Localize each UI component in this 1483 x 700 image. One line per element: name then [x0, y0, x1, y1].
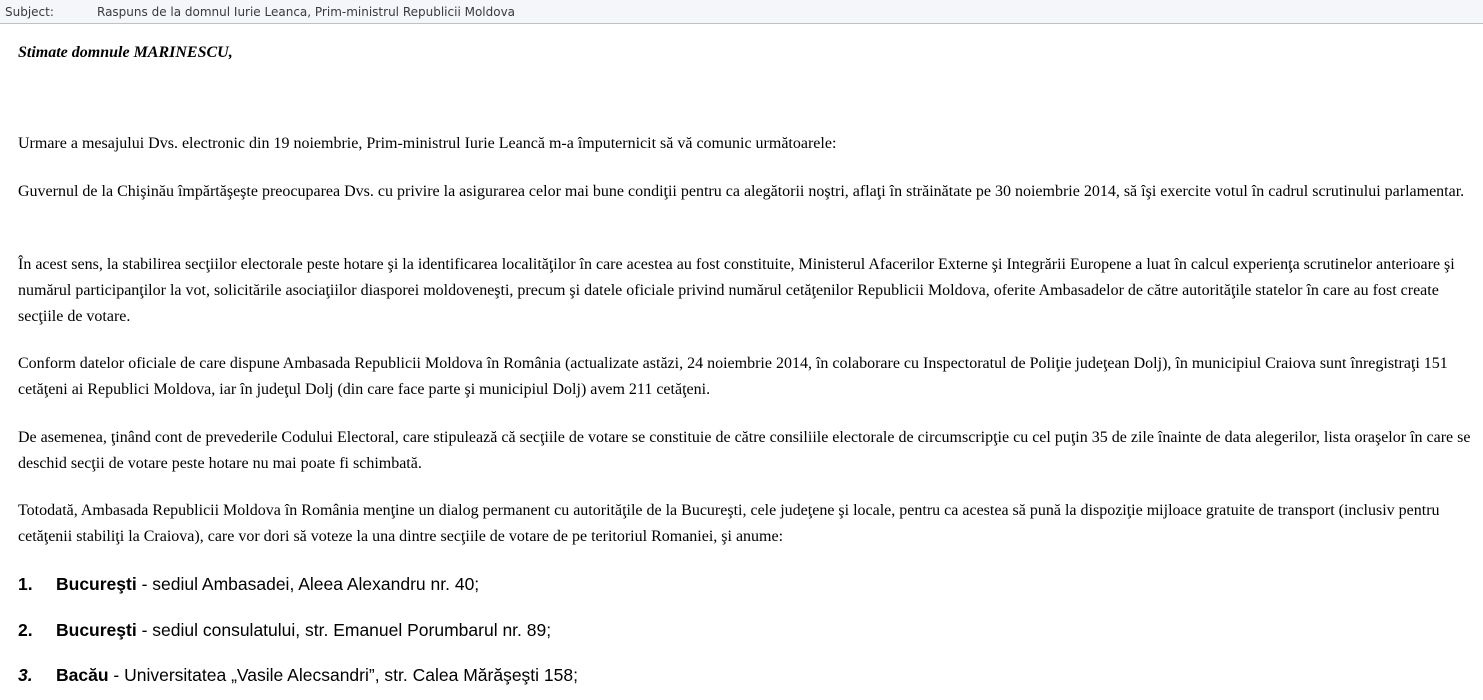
list-city: Bucureşti	[56, 620, 137, 640]
paragraph: În acest sens, la stabilirea secţiilor electorale peste hotare şi la identificarea localităţilor în care acestea au fost constituite, Ministerul Afacerilor Externe şi Integrării Europene a luat în calcul experienţa scrutinelor anterioare şi numărul participanţilor la vot, solicitările asociaţiilor diasporei moldoveneşti, precum şi datele oficiale privind numărul cetăţenilor Republicii Moldova, oferite Ambasadelor de către autorităţile statelor în care au fost create secţiile de votare.	[18, 256, 1455, 325]
paragraph: De asemenea, ţinând cont de prevederile Codului Electoral, care stipulează că secţiile de votare se constituie de către consiliile electorale de circumscripţie cu cel puţin 35 de zile înainte de data alegerilor, lista oraşelor în care se deschid secţii de votare peste hotare nu mai poate fi schimbată.	[18, 429, 1471, 472]
greeting: Stimate domnule MARINESCU,	[18, 44, 233, 61]
list-text: - sediul consulatului, str. Emanuel Porumbarul nr. 89;	[136, 620, 552, 640]
list-number: 1.	[18, 574, 33, 594]
paragraph: Urmare a mesajului Dvs. electronic din 19 noiembrie, Prim-ministrul Iurie Leancă m-a împuternicit să vă comunic următoarele:	[18, 135, 837, 152]
paragraph: Totodată, Ambasada Republicii Moldova în România menţine un dialog permanent cu autorităţile de la Bucureşti, cele judeţene şi locale, pentru ca acestea să pună la dispoziţie mijloace gratuite de transport (inclusiv pentru cetăţenii stabiliţi la Craiova), care vor dori să voteze la una dintre secţiile de votare de pe teritoriul Romaniei, şi anume:	[18, 502, 1440, 545]
list-text: - sediul Ambasadei, Aleea Alexandru nr. 40;	[136, 574, 480, 594]
list-item	[18, 574, 479, 595]
email-body[interactable]	[18, 24, 1478, 700]
subject-header	[0, 0, 1483, 24]
list-item	[18, 620, 551, 641]
subject-label: Subject:	[5, 5, 54, 19]
paragraph: Guvernul de la Chişinău împărtăşeşte preocuparea Dvs. cu privire la asigurarea celor mai bune condiţii pentru ca alegătorii noştri, aflaţi în străinătate pe 30 noiembrie 2014, să îşi exercite votul în cadrul scrutinului parlamentar.	[18, 183, 1465, 200]
subject-value[interactable]: Raspuns de la domnul Iurie Leanca, Prim-ministrul Republicii Moldova	[97, 5, 516, 19]
paragraph: Conform datelor oficiale de care dispune Ambasada Republicii Moldova în România (actualizate astăzi, 24 noiembrie 2014, în colaborare cu Inspectoratul de Poliţie judeţean Dolj), în municipiul Craiova sunt înregistraţi 151 cetăţeni ai Republici Moldova, iar în judeţul Dolj (din care face parte şi municipiul Dolj) avem 211 cetăţeni.	[18, 355, 1448, 398]
list-city: Bucureşti	[56, 574, 137, 594]
list-number: 3.	[18, 665, 33, 685]
list-city: Bacău	[56, 665, 109, 685]
list-text: - Universitatea „Vasile Alecsandri”, str. Calea Mărăşeşti 158;	[108, 665, 578, 685]
list-item	[18, 665, 578, 686]
list-number: 2.	[18, 620, 33, 640]
